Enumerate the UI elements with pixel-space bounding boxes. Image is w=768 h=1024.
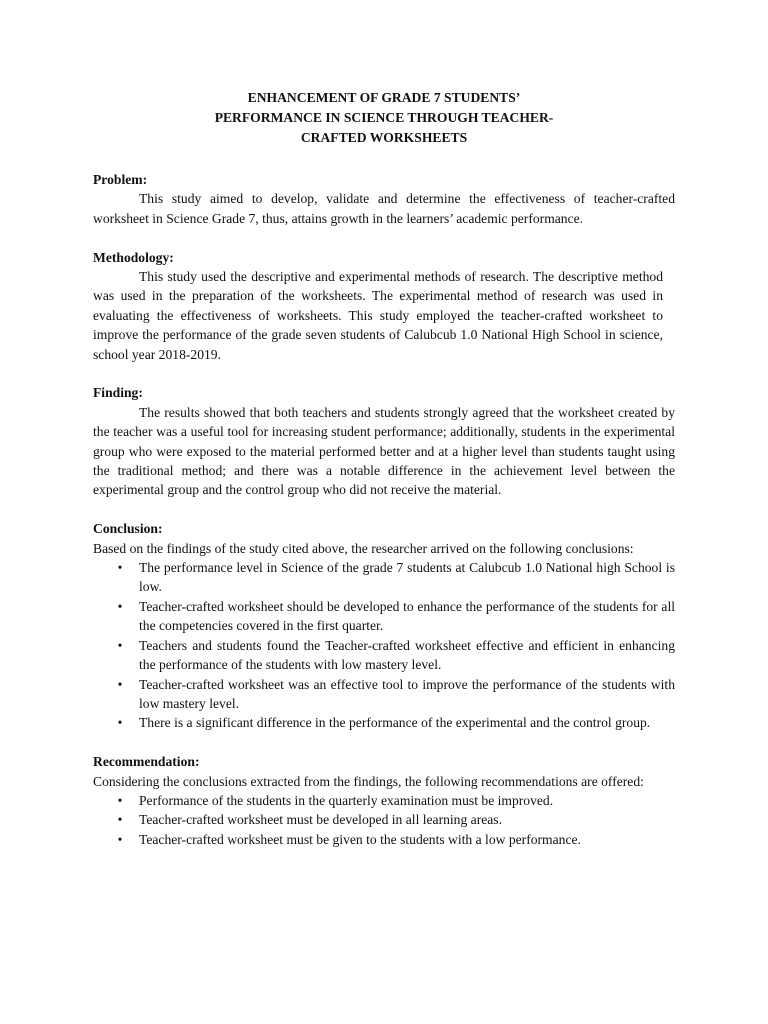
conclusion-intro: Based on the findings of the study cited above, the researcher arrived on the following conclusions: (93, 540, 634, 556)
list-item-text: Teacher-crafted worksheet was an effective tool to improve the performance of the students with low mastery level. (139, 676, 675, 711)
list-item-text: The performance level in Science of the grade 7 students at Calubcub 1.0 National high School is low. (139, 560, 675, 595)
list-item-text: Performance of the students in the quarterly examination must be improved. (139, 792, 554, 808)
list-item-text: Teacher-crafted worksheet must be developed in all learning areas. (139, 812, 502, 828)
list-item (117, 675, 675, 714)
list-item-text: Teacher-crafted worksheet must be given to the students with a low performance. (139, 831, 581, 847)
bullet-icon: • (117, 637, 123, 653)
problem-section (93, 170, 675, 228)
list-item-text: There is a significant difference in the performance of the experimental and the control group. (139, 715, 651, 731)
finding-paragraph: The results showed that both teachers and students strongly agreed that the worksheet created by the teacher was a useful tool for increasing student performance; additionally, students in the experimental group who were exposed to the material performed better and at a higher level than students taught using the traditional method; and there was a notable difference in the achievement level between the experimental group and the control group who did not receive the material. (93, 404, 675, 498)
list-item (117, 810, 675, 829)
list-item (117, 791, 675, 810)
list-item (117, 636, 675, 675)
recommendation-intro: Considering the conclusions extracted from the findings, the following recommendations are offered: (93, 773, 644, 789)
bullet-icon: • (117, 812, 123, 828)
list-item-text: Teacher-crafted worksheet should be developed to enhance the performance of the students for all the competencies covered in the first quarter. (139, 598, 675, 634)
list-item (117, 713, 675, 732)
problem-paragraph: This study aimed to develop, validate and determine the effectiveness of teacher-crafted worksheet in Science Grade 7, thus, attains growth in the learners’ academic performance. (93, 191, 675, 226)
bullet-icon: • (117, 560, 123, 576)
conclusion-section (93, 519, 675, 732)
title-line-3: CRAFTED WORKSHEETS (300, 130, 468, 145)
bullet-icon: • (117, 676, 123, 692)
finding-section (93, 383, 675, 499)
list-item (117, 558, 675, 597)
recommendation-heading: Recommendation: (93, 754, 200, 770)
list-item (117, 830, 675, 849)
finding-heading: Finding: (93, 385, 143, 401)
bullet-icon: • (117, 598, 123, 614)
methodology-section (93, 248, 675, 364)
document-title (93, 88, 675, 148)
list-item-text: Teachers and students found the Teacher-crafted worksheet effective and efficient in enhancing the performance of the students with low mastery level. (139, 637, 675, 673)
recommendation-section (93, 752, 675, 849)
methodology-paragraph: This study used the descriptive and experimental methods of research. The descriptive method was used in the preparation of the worksheets. The experimental method of research was used in evaluating the effectiveness of worksheets. This study employed the teacher-crafted worksheet to improve the performance of the grade seven students of Calubcub 1.0 National High School in science, school year 2018-2019. (93, 269, 663, 362)
conclusion-heading: Conclusion: (93, 521, 163, 537)
title-line-2: PERFORMANCE IN SCIENCE THROUGH TEACHER- (214, 110, 554, 125)
document-body (93, 88, 675, 849)
bullet-icon: • (117, 831, 123, 847)
recommendation-list (93, 791, 675, 849)
bullet-icon: • (117, 792, 123, 808)
list-item (117, 597, 675, 636)
methodology-heading: Methodology: (93, 249, 174, 265)
title-line-1: ENHANCEMENT OF GRADE 7 STUDENTS’ (247, 90, 521, 105)
problem-heading: Problem: (93, 172, 148, 187)
bullet-icon: • (117, 715, 123, 731)
conclusion-list (93, 558, 675, 733)
